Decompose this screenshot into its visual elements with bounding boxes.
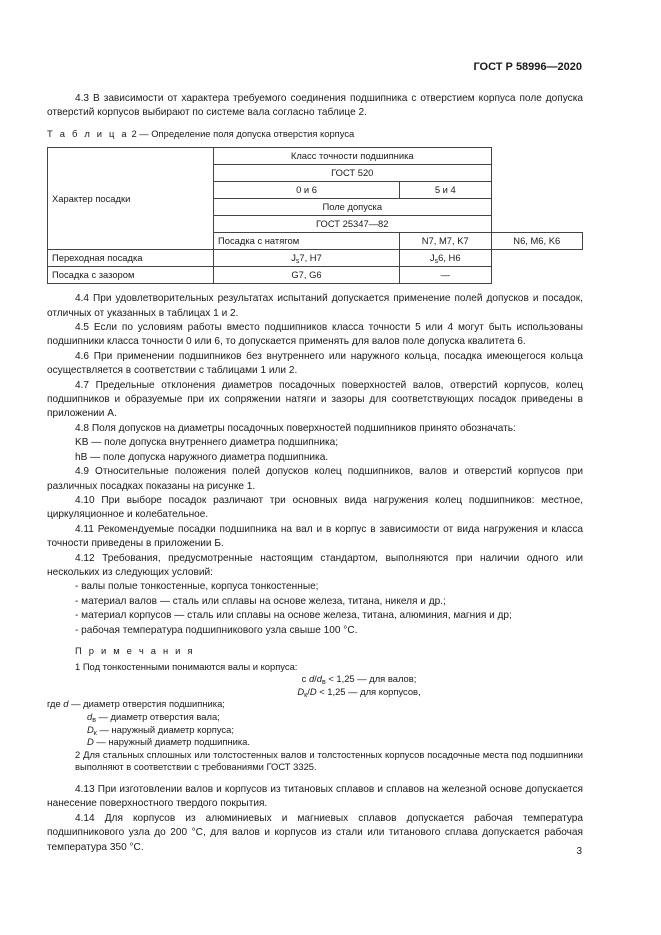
header-tolerance-field: Поле допуска — [214, 199, 492, 216]
table-caption-text: 2 — Определение поля допуска отверстия корпуса — [131, 127, 355, 139]
paragraph-4-9: 4.9 Относительные положения полей допусков колец подшипников, валов и отверстий корпусов при различных посадках показаны на рисунке 1. — [47, 466, 583, 492]
header-class-5-4: 5 и 4 — [400, 182, 492, 199]
header-gost-25347: ГОСТ 25347—82 — [214, 216, 492, 233]
paragraph-4-3: 4.3 В зависимости от характера требуемого соединения подшипника с отверстием корпуса поле допуска отверстий корпусов выбирают по системе вала согласно таблице 2. — [47, 93, 583, 119]
variable-definition: $D_к$ — наружный диаметр корпуса; — [87, 723, 234, 737]
paragraph-4-10: 4.10 При выборе посадок различают три основных вида нагружения колец подшипников: местное, циркуляционное и колебательное. — [47, 494, 583, 521]
cell-class-5-4: — — [400, 267, 492, 284]
header-gost-520: ГОСТ 520 — [214, 165, 492, 182]
paragraph-4-12: 4.12 Требования, предусмотренные настоящим стандартом, выполняются при наличии одного или нескольких из следующих условий: — [47, 552, 583, 578]
condition-item: - материал корпусов — сталь или сплавы на основе железа, титана, алюминия, магния и др; — [75, 610, 512, 622]
variable-definition: $d_в$ — диаметр отверстия вала; — [87, 710, 220, 724]
where-clause: где d — диаметр отверстия подшипника; — [47, 698, 225, 710]
table-caption-label: Т а б л и ц а — [47, 127, 129, 139]
row-label: Посадка с зазором — [48, 267, 214, 284]
table-row — [48, 250, 583, 267]
header-fit-character: Характер посадки — [48, 148, 214, 250]
page-number: 3 — [576, 846, 582, 857]
header-bearing-class: Класс точности подшипника — [214, 148, 492, 165]
variable-definition: D — наружный диаметр подшипника. — [87, 736, 250, 748]
tolerance-table — [47, 147, 583, 284]
cell-class-0-6: $J_s7$, H7 — [214, 250, 400, 267]
row-label: Посадка с натягом — [214, 233, 400, 250]
kb-definition: KB — поле допуска внутреннего диаметра подшипника; — [75, 437, 339, 449]
paragraph-4-4: 4.4 При удовлетворительных результатах испытаний допускается применение полей допусков и посадок, отличных от указанных в таблицах 1 и 2. — [47, 293, 583, 319]
paragraph-4-7: 4.7 Предельные отклонения диаметров посадочных поверхностей валов, отверстий корпусов, колец подшипников и образуемые при их сопряжении натяги и зазоры для соответствующих посадок приведены в приложении А. — [47, 379, 583, 420]
notes-title: П р и м е ч а н и я — [75, 644, 195, 656]
header-class-0-6: 0 и 6 — [214, 182, 400, 199]
paragraph-4-5: 4.5 Если по условиям работы вместо подшипников класса точности 5 или 4 могут быть использованы подшипники класса точности 0 или 6, то допускается применять для валов поле допуска квалитета 6. — [47, 322, 583, 348]
formula-housing: $D_к/D < 1,25$ — для корпусов, — [297, 685, 421, 699]
notes-block — [47, 645, 583, 774]
cell-class-0-6: N7, M7, K7 — [400, 233, 492, 250]
note-2: 2 Для стальных сплошных или толстостенных валов и толстостенных корпусов посадочные места под подшипники выполняют в соответствии с требованиями ГОСТ 3325. — [75, 748, 583, 773]
paragraph-4-13: 4.13 При изготовлении валов и корпусов из титановых сплавов и сплавов на железной основе допускается нанесение поверхностного твердого покрытия. — [47, 783, 583, 810]
paragraph-4-8: 4.8 Поля допусков на диаметры посадочных поверхностей подшипников принято обозначать: — [75, 422, 516, 434]
condition-item: - валы полые тонкостенные, корпуса тонкостенные; — [75, 581, 319, 593]
hb-definition: hB — поле допуска наружного диаметра подшипника. — [75, 451, 329, 463]
cell-class-5-4: $J_s6$, H6 — [400, 250, 492, 267]
document-id: ГОСТ Р 58996—2020 — [473, 61, 582, 73]
formula-shaft: с $d/d_в < 1,25$ — для валов; — [301, 673, 417, 687]
page-content — [47, 92, 583, 855]
row-label: Переходная посадка — [48, 250, 214, 267]
condition-item: - материал валов — сталь или сплавы на основе железа, титана, никеля и др.; — [75, 595, 446, 607]
paragraph-4-6: 4.6 При применении подшипников без внутреннего или наружного кольца, посадка имеющегося кольца осуществляется в соответствии с таблицами 1 или 2. — [47, 350, 583, 377]
condition-item: - рабочая температура подшипникового узла свыше 100 °С. — [75, 624, 358, 636]
paragraph-4-14: 4.14 Для корпусов из алюминиевых и магниевых сплавов допускается рабочая температура подшипникового узла до 200 °С, для валов и корпусов из стали или титанового сплава допускается рабочая температура 350 °С. — [47, 812, 583, 853]
table-caption — [47, 127, 583, 141]
cell-class-5-4: N6, M6, K6 — [491, 233, 583, 250]
table-row — [48, 267, 583, 284]
paragraph-4-11: 4.11 Рекомендуемые посадки подшипника на вал и в корпус в зависимости от вида нагружения и класса точности приведены в приложении Б. — [47, 523, 583, 550]
note-1: 1 Под тонкостенными понимаются валы и корпуса: — [75, 660, 298, 672]
cell-class-0-6: G7, G6 — [214, 267, 400, 284]
